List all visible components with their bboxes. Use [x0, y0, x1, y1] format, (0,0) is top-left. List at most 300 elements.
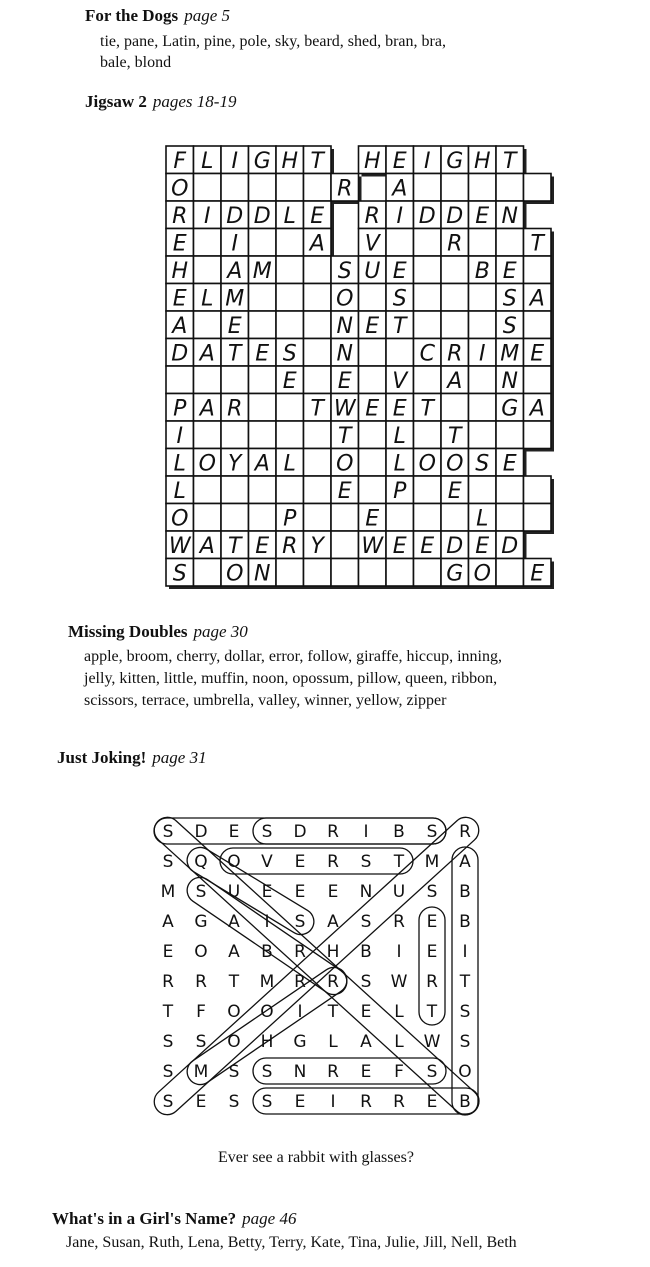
crossword-cell — [194, 229, 222, 257]
crossword-cell — [441, 504, 469, 532]
page-reference: page 5 — [184, 6, 230, 25]
crossword-cell — [359, 421, 387, 449]
search-letter: S — [162, 822, 174, 842]
crossword-cell — [359, 449, 387, 477]
cell-letter: T — [310, 396, 324, 422]
search-letter: A — [459, 852, 471, 872]
crossword-cell — [414, 174, 442, 202]
search-letter: H — [326, 942, 340, 962]
cell-letter: I — [424, 148, 431, 174]
answer-line: jelly, kitten, little, muffin, noon, opossum, pillow, queen, ribbon, — [84, 670, 498, 687]
cell-letter: T — [228, 341, 242, 367]
cell-letter: L — [283, 451, 296, 477]
crossword-cell — [469, 476, 497, 504]
crossword-cell — [276, 476, 304, 504]
cell-letter: I — [231, 148, 238, 174]
cell-letter: L — [393, 451, 406, 477]
crossword-cell — [469, 311, 497, 339]
search-letter: R — [294, 942, 306, 962]
search-letter: F — [196, 1002, 206, 1022]
crossword-cell — [304, 366, 332, 394]
crossword-cell — [469, 229, 497, 257]
search-letter: O — [227, 852, 241, 872]
word-loop — [253, 818, 446, 844]
cell-letter: T — [338, 423, 352, 449]
cell-letter: O — [473, 561, 491, 587]
crossword-cell — [304, 174, 332, 202]
cell-letter: Y — [228, 451, 242, 477]
section-title-text: What's in a Girl's Name? — [52, 1209, 237, 1228]
crossword-cell — [249, 421, 277, 449]
search-letter: B — [459, 912, 471, 932]
crossword-cell — [524, 256, 552, 284]
search-letter: R — [327, 972, 339, 992]
search-letter: R — [393, 1092, 405, 1112]
cell-letter: U — [364, 258, 381, 284]
crossword-cell — [304, 339, 332, 367]
cell-letter: E — [282, 368, 297, 394]
cell-letter: D — [226, 203, 244, 229]
cell-letter: T — [420, 396, 434, 422]
crossword-cell — [194, 559, 222, 587]
crossword-cell — [441, 174, 469, 202]
section-title-text: Missing Doubles — [68, 622, 188, 641]
crossword-cell — [469, 174, 497, 202]
search-letter: I — [330, 1092, 336, 1112]
crossword-cell — [304, 449, 332, 477]
cell-letter: I — [396, 203, 403, 229]
cell-letter: L — [201, 148, 214, 174]
crossword-cell — [249, 366, 277, 394]
crossword-cell — [386, 339, 414, 367]
crossword-cell — [359, 476, 387, 504]
crossword-cell — [194, 311, 222, 339]
crossword-cell — [276, 229, 304, 257]
search-letter: S — [195, 1032, 207, 1052]
search-letter: S — [426, 822, 438, 842]
crossword-cell — [194, 504, 222, 532]
crossword-cell — [386, 229, 414, 257]
jigsaw-crossword-grid — [160, 140, 545, 598]
search-letter: S — [261, 822, 273, 842]
just-joking-heading — [57, 748, 207, 768]
page-reference: page 31 — [152, 748, 207, 767]
missing-doubles-answers — [84, 646, 502, 712]
cell-letter: E — [255, 341, 270, 367]
crossword-cell — [304, 256, 332, 284]
crossword-cell — [386, 559, 414, 587]
cell-letter: T — [530, 231, 544, 257]
cell-letter: E — [530, 561, 545, 587]
crossword-cell — [414, 229, 442, 257]
cell-letter: L — [283, 203, 296, 229]
crossword-cell — [359, 284, 387, 312]
search-letter: S — [162, 1092, 174, 1112]
cell-letter: E — [475, 203, 490, 229]
cell-letter: E — [255, 533, 270, 559]
search-letter: R — [360, 1092, 372, 1112]
crossword-cell — [441, 256, 469, 284]
cell-letter: T — [448, 423, 462, 449]
cell-letter: E — [337, 478, 352, 504]
crossword-cell — [194, 421, 222, 449]
cell-letter: R — [172, 203, 188, 229]
cell-letter: B — [474, 258, 490, 284]
crossword-cell — [496, 559, 524, 587]
girls-name-heading — [52, 1209, 296, 1229]
crossword-cell — [331, 504, 359, 532]
crossword-cell — [359, 339, 387, 367]
cell-letter: E — [227, 313, 242, 339]
cell-letter: L — [476, 506, 489, 532]
search-letter: T — [327, 1002, 339, 1022]
crossword-cell — [469, 421, 497, 449]
cell-letter: S — [475, 451, 490, 477]
search-letter: U — [227, 882, 241, 902]
page-reference: page 30 — [193, 622, 248, 641]
search-letter: M — [424, 852, 440, 872]
cell-letter: P — [393, 478, 407, 504]
crossword-cell — [496, 174, 524, 202]
cell-letter: S — [502, 313, 517, 339]
cell-letter: T — [310, 148, 324, 174]
crossword-cell — [414, 559, 442, 587]
cell-letter: M — [252, 258, 272, 284]
search-letter: R — [393, 912, 405, 932]
crossword-cell — [249, 284, 277, 312]
cell-letter: E — [365, 506, 380, 532]
search-letter: M — [259, 972, 275, 992]
search-letter: S — [261, 1062, 273, 1082]
cell-letter: A — [199, 533, 215, 559]
cell-letter: D — [446, 203, 464, 229]
crossword-cell — [414, 504, 442, 532]
search-letter: R — [327, 1062, 339, 1082]
search-letter: L — [394, 1002, 404, 1022]
for-the-dogs-answers — [100, 31, 446, 73]
cell-letter: P — [173, 396, 187, 422]
search-letter: S — [426, 1062, 438, 1082]
cell-letter: A — [529, 286, 545, 312]
crossword-cell — [304, 559, 332, 587]
answer-line: apple, broom, cherry, dollar, error, follow, giraffe, hiccup, inning, — [84, 648, 502, 665]
cell-letter: H — [171, 258, 189, 284]
search-letter: I — [363, 822, 369, 842]
cell-letter: S — [282, 341, 297, 367]
cell-letter: H — [281, 148, 299, 174]
crossword-cell — [524, 504, 552, 532]
crossword-cell — [359, 559, 387, 587]
for-the-dogs-heading — [85, 6, 230, 26]
search-letter: R — [327, 852, 339, 872]
cell-letter: E — [392, 396, 407, 422]
crossword-cell — [304, 284, 332, 312]
search-letter: S — [459, 1002, 471, 1022]
crossword-cell — [524, 311, 552, 339]
crossword-cell — [441, 394, 469, 422]
cell-letter: R — [227, 396, 243, 422]
cell-letter: N — [501, 368, 518, 394]
search-letter: O — [260, 1002, 274, 1022]
search-letter: T — [228, 972, 240, 992]
search-letter: V — [261, 852, 273, 872]
crossword-cell — [331, 559, 359, 587]
search-letter: E — [327, 882, 339, 902]
crossword-cell — [276, 256, 304, 284]
search-letter: A — [162, 912, 174, 932]
search-letter: B — [360, 942, 372, 962]
cell-letter: M — [225, 286, 245, 312]
search-letter: I — [297, 1002, 303, 1022]
cell-letter: O — [171, 506, 189, 532]
crossword-cell — [496, 476, 524, 504]
word-loop — [220, 848, 413, 874]
cell-letter: O — [336, 286, 354, 312]
search-letter: S — [360, 972, 372, 992]
cell-letter: O — [226, 561, 244, 587]
crossword-cell — [249, 476, 277, 504]
cell-letter: Y — [310, 533, 324, 559]
crossword-cell — [249, 229, 277, 257]
search-letter: S — [195, 882, 207, 902]
search-letter: E — [360, 1002, 372, 1022]
cell-letter: N — [254, 561, 271, 587]
crossword-cell — [249, 394, 277, 422]
crossword-cell — [276, 284, 304, 312]
cell-letter: R — [337, 176, 353, 202]
crossword-cell — [276, 559, 304, 587]
cell-letter: R — [282, 533, 298, 559]
cell-letter: S — [502, 286, 517, 312]
cell-letter: O — [171, 176, 189, 202]
cell-letter: E — [365, 313, 380, 339]
search-letter: E — [162, 942, 174, 962]
cell-letter: E — [447, 478, 462, 504]
answer-line: bale, blond — [100, 54, 172, 71]
search-letter: B — [393, 822, 405, 842]
crossword-cell — [249, 311, 277, 339]
crossword-cell — [249, 504, 277, 532]
cell-letter: R — [364, 203, 380, 229]
crossword-cell — [194, 256, 222, 284]
cell-letter: D — [501, 533, 519, 559]
crossword-cell — [441, 311, 469, 339]
crossword-cell — [414, 366, 442, 394]
cell-letter: N — [501, 203, 518, 229]
crossword-cell — [304, 476, 332, 504]
cell-letter: S — [337, 258, 352, 284]
search-letter: D — [293, 822, 307, 842]
section-title-text: Just Joking! — [57, 748, 147, 767]
search-letter: R — [294, 972, 306, 992]
search-letter: R — [327, 822, 339, 842]
crossword-cell — [359, 366, 387, 394]
search-letter: N — [359, 882, 373, 902]
crossword-cell — [469, 284, 497, 312]
search-letter: S — [162, 1062, 174, 1082]
search-letter: A — [327, 912, 339, 932]
answer-line: Jane, Susan, Ruth, Lena, Betty, Terry, Kate, Tina, Julie, Jill, Nell, Beth — [66, 1234, 517, 1251]
cell-letter: I — [231, 231, 238, 257]
search-letter: S — [294, 912, 306, 932]
crossword-cell — [496, 229, 524, 257]
cell-letter: L — [393, 423, 406, 449]
cell-letter: S — [392, 286, 407, 312]
girls-name-answers — [66, 1232, 517, 1253]
search-letter: S — [162, 852, 174, 872]
search-letter: I — [396, 942, 402, 962]
search-letter: O — [227, 1002, 241, 1022]
word-loop — [253, 1058, 446, 1084]
search-letter: E — [294, 1092, 306, 1112]
cell-letter: V — [392, 368, 408, 394]
search-letter: R — [162, 972, 174, 992]
crossword-cell — [194, 174, 222, 202]
search-letter: M — [160, 882, 176, 902]
crossword-cell — [194, 366, 222, 394]
search-letter: O — [194, 942, 208, 962]
crossword-cell — [304, 504, 332, 532]
crossword-cell — [524, 476, 552, 504]
search-letter: E — [261, 882, 273, 902]
crossword-cell — [276, 421, 304, 449]
cell-letter: O — [198, 451, 216, 477]
cell-letter: E — [502, 258, 517, 284]
cell-letter: E — [420, 533, 435, 559]
search-letter: E — [294, 882, 306, 902]
crossword-cell — [304, 311, 332, 339]
cell-letter: D — [171, 341, 189, 367]
cell-letter: H — [473, 148, 491, 174]
search-letter: S — [360, 912, 372, 932]
cell-letter: V — [364, 231, 380, 257]
search-letter: B — [261, 942, 273, 962]
cell-letter: G — [446, 148, 464, 174]
cell-letter: D — [418, 203, 436, 229]
cell-letter: T — [393, 313, 407, 339]
search-letter: Q — [194, 852, 208, 872]
crossword-cell — [414, 476, 442, 504]
search-letter: D — [194, 822, 208, 842]
search-letter: S — [261, 1092, 273, 1112]
crossword-cell — [524, 174, 552, 202]
cell-letter: R — [447, 341, 463, 367]
crossword-cell — [386, 504, 414, 532]
page-reference: page 46 — [242, 1209, 297, 1228]
cell-letter: E — [337, 368, 352, 394]
search-letter: T — [426, 1002, 438, 1022]
cell-letter: E — [392, 533, 407, 559]
crossword-cell — [221, 421, 249, 449]
cell-letter: G — [446, 561, 464, 587]
search-letter: S — [228, 1062, 240, 1082]
section-title-text: For the Dogs — [85, 6, 179, 25]
search-letter: N — [293, 1062, 307, 1082]
search-letter: L — [328, 1032, 338, 1052]
cell-letter: S — [172, 561, 187, 587]
cell-letter: A — [447, 368, 463, 394]
cell-letter: N — [336, 313, 353, 339]
cell-letter: D — [446, 533, 464, 559]
crossword-cell — [194, 476, 222, 504]
cell-letter: E — [502, 451, 517, 477]
crossword-cell — [414, 256, 442, 284]
crossword-cell — [469, 366, 497, 394]
cell-letter: M — [500, 341, 520, 367]
crossword-cell — [469, 394, 497, 422]
cell-letter: E — [172, 286, 187, 312]
search-letter: B — [459, 1092, 471, 1112]
crossword-cell — [414, 284, 442, 312]
search-letter: H — [260, 1032, 274, 1052]
search-letter: O — [227, 1032, 241, 1052]
cell-letter: O — [336, 451, 354, 477]
cell-letter: R — [447, 231, 463, 257]
search-letter: S — [459, 1032, 471, 1052]
crossword-cell — [249, 174, 277, 202]
crossword-cell — [441, 284, 469, 312]
crossword-cell — [496, 421, 524, 449]
crossword-cell — [221, 504, 249, 532]
cell-letter: A — [227, 258, 243, 284]
cell-letter: W — [333, 396, 356, 422]
cell-letter: A — [199, 341, 215, 367]
search-letter: A — [228, 942, 240, 962]
search-letter: S — [360, 852, 372, 872]
crossword-cell — [414, 421, 442, 449]
search-letter: E — [426, 1092, 438, 1112]
cell-letter: E — [172, 231, 187, 257]
cell-letter: A — [529, 396, 545, 422]
search-letter: T — [162, 1002, 174, 1022]
missing-doubles-heading — [68, 622, 248, 642]
cell-letter: A — [309, 231, 325, 257]
cell-letter: W — [168, 533, 191, 559]
crossword-cell — [276, 311, 304, 339]
crossword-cell — [331, 531, 359, 559]
search-letter: S — [426, 882, 438, 902]
cell-letter: O — [418, 451, 436, 477]
cell-letter: A — [254, 451, 270, 477]
crossword-cell — [304, 421, 332, 449]
crossword-cell — [414, 311, 442, 339]
cell-letter: E — [392, 258, 407, 284]
search-letter: W — [423, 1032, 441, 1052]
cell-letter: E — [475, 533, 490, 559]
word-search-caption: Ever see a rabbit with glasses? — [218, 1149, 414, 1166]
cell-letter: E — [530, 341, 545, 367]
cell-letter: G — [253, 148, 271, 174]
cell-letter: L — [173, 478, 186, 504]
crossword-cell — [221, 366, 249, 394]
search-letter: R — [459, 822, 471, 842]
jigsaw-2-heading — [85, 92, 236, 112]
cell-letter: N — [336, 341, 353, 367]
word-search-puzzle — [150, 815, 520, 1130]
search-letter: F — [394, 1062, 404, 1082]
cell-letter: T — [503, 148, 517, 174]
cell-letter: E — [392, 148, 407, 174]
search-letter: W — [390, 972, 408, 992]
search-letter: R — [195, 972, 207, 992]
cell-letter: F — [173, 148, 187, 174]
search-letter: E — [195, 1092, 207, 1112]
answer-line: scissors, terrace, umbrella, valley, winner, yellow, zipper — [84, 692, 447, 709]
search-letter: S — [228, 1092, 240, 1112]
search-letter: I — [462, 942, 468, 962]
search-letter: G — [194, 912, 208, 932]
cell-letter: W — [361, 533, 384, 559]
